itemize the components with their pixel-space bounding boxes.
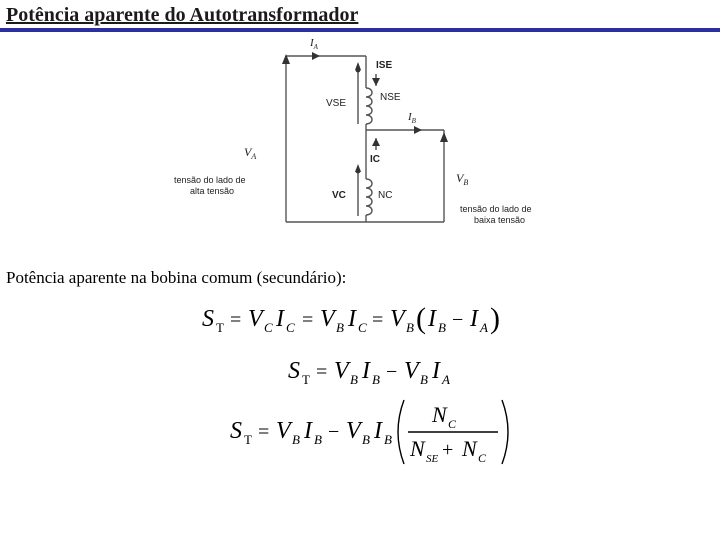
svg-text:I: I xyxy=(362,358,370,384)
svg-text:SE: SE xyxy=(426,453,439,465)
svg-text:C: C xyxy=(448,417,457,431)
svg-text:B: B xyxy=(362,432,370,447)
svg-text:IB: $I_B$ xyxy=(408,111,416,125)
svg-text:V: V xyxy=(248,306,263,332)
svg-text:I: I xyxy=(432,358,440,384)
svg-text:B: B xyxy=(420,372,428,387)
svg-text:=: = xyxy=(316,361,328,383)
ib-arrow-icon xyxy=(414,126,422,134)
svg-text:B: B xyxy=(406,320,414,335)
svg-text:S: S xyxy=(288,358,300,384)
svg-text:VB: $V_B$ xyxy=(456,171,469,187)
low-side-label-1: tensão do lado de xyxy=(460,204,532,214)
va-label: V xyxy=(244,145,252,159)
svg-text:A: A xyxy=(480,320,488,335)
svg-text:S: S xyxy=(230,418,242,444)
svg-text:C: C xyxy=(264,320,273,335)
svg-text:IA: $I_A$ xyxy=(310,37,318,51)
svg-text:N: N xyxy=(462,436,477,461)
svg-text:I: I xyxy=(304,418,312,444)
ise-label: ISE xyxy=(376,60,393,71)
svg-text:=: = xyxy=(230,309,242,331)
svg-text:=: = xyxy=(258,421,270,443)
nc-label: NC xyxy=(378,190,393,201)
svg-text:V: V xyxy=(334,358,349,384)
section-subtitle: Potência aparente na bobina comum (secundário): xyxy=(6,268,347,287)
high-side-label-2: alta tensão xyxy=(190,186,235,196)
svg-text:B: B xyxy=(314,432,322,447)
svg-text:I: I xyxy=(276,306,284,332)
svg-text:T: T xyxy=(244,432,252,447)
vb-label: V xyxy=(456,171,464,185)
high-side-label-1: tensão do lado de xyxy=(174,175,246,185)
nse-label: NSE xyxy=(380,92,401,103)
svg-text:I: I xyxy=(428,306,436,332)
svg-text:B: B xyxy=(292,432,300,447)
vse-arrow-icon xyxy=(355,62,361,70)
svg-text:N: N xyxy=(432,402,447,427)
vb-arrow-icon xyxy=(440,132,448,142)
vc-label: VC xyxy=(332,190,346,201)
svg-text:B: B xyxy=(336,320,344,335)
ib-label: I xyxy=(408,111,412,123)
svg-text:T: T xyxy=(216,320,224,335)
svg-text:I: I xyxy=(374,418,382,444)
ic-label: IC xyxy=(370,154,380,165)
svg-text:S: S xyxy=(202,306,214,332)
autotransformer-circuit-diagram xyxy=(160,34,560,234)
ia-arrow-icon xyxy=(312,52,320,60)
svg-text:B: B xyxy=(438,320,446,335)
svg-text:(: ( xyxy=(416,302,426,335)
svg-text:B: B xyxy=(384,432,392,447)
svg-text:A: A xyxy=(442,372,450,387)
svg-text:): ) xyxy=(490,302,500,335)
svg-text:VA: $V_A$ xyxy=(244,145,257,161)
svg-text:B: B xyxy=(350,372,358,387)
svg-text:−: − xyxy=(386,361,398,383)
svg-text:V: V xyxy=(404,358,419,384)
equation-3 xyxy=(228,394,518,473)
equation-1 xyxy=(200,298,520,343)
svg-text:V: V xyxy=(320,306,335,332)
svg-text:N: N xyxy=(410,436,425,461)
svg-text:C: C xyxy=(478,451,487,465)
svg-text:+: + xyxy=(442,439,454,461)
svg-text:B: B xyxy=(372,372,380,387)
equation-2 xyxy=(286,352,466,393)
page-title: Potência aparente do Autotransformador xyxy=(6,4,359,26)
svg-text:=: = xyxy=(302,309,314,331)
svg-text:I: I xyxy=(348,306,356,332)
svg-text:V: V xyxy=(346,418,361,444)
svg-text:=: = xyxy=(372,309,384,331)
svg-text:V: V xyxy=(276,418,291,444)
svg-text:I: I xyxy=(470,306,478,332)
svg-text:C: C xyxy=(286,320,295,335)
vse-label: VSE xyxy=(326,98,347,109)
svg-text:C: C xyxy=(358,320,367,335)
title-underline-rule xyxy=(0,28,720,32)
low-side-label-2: baixa tensão xyxy=(474,215,526,225)
svg-text:−: − xyxy=(452,309,464,331)
svg-text:−: − xyxy=(328,421,340,443)
svg-text:T: T xyxy=(302,372,310,387)
vc-arrow-icon xyxy=(355,164,361,172)
ia-label: I xyxy=(310,37,314,49)
svg-text:V: V xyxy=(390,306,405,332)
